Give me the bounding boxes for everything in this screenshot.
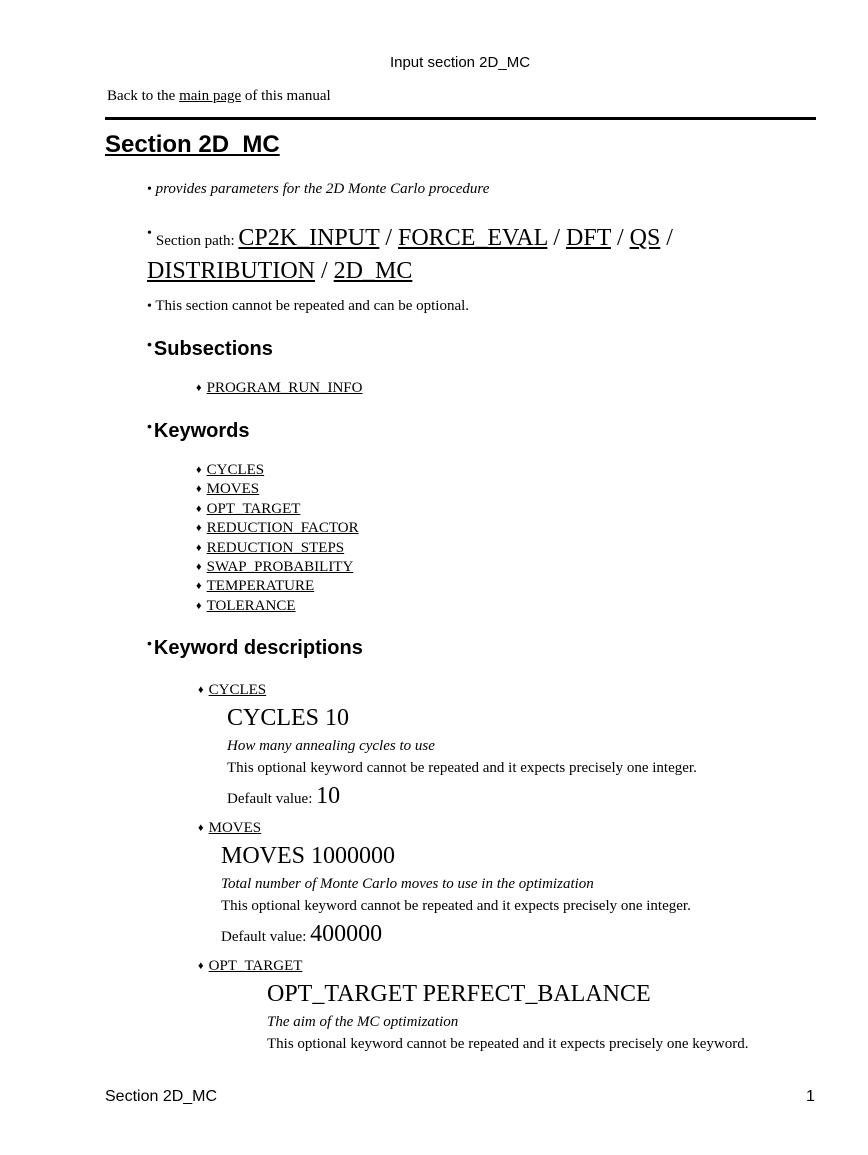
section-title: Section 2D_MC: [105, 131, 280, 158]
subsection-link[interactable]: PROGRAM_RUN_INFO: [206, 380, 363, 396]
list-item: [196, 539, 359, 558]
path-separator: /: [610, 225, 630, 251]
diamond-icon: ♦: [196, 502, 202, 515]
back-suffix: of this manual: [241, 88, 331, 104]
section-path-label: Section path:: [155, 233, 239, 249]
subsections-list: [196, 379, 362, 398]
list-item: [196, 500, 359, 519]
keyword-link[interactable]: OPT_TARGET: [206, 500, 301, 517]
list-item: [196, 597, 359, 616]
keyword-descriptions-heading: Keyword descriptions: [153, 637, 363, 659]
path-link[interactable]: FORCE_EVAL: [398, 225, 548, 251]
diamond-icon: ♦: [196, 522, 202, 535]
path-link[interactable]: DISTRIBUTION: [147, 258, 315, 284]
section-description-item: [147, 181, 489, 198]
page-header: Input section 2D_MC: [389, 54, 531, 71]
keyword-link[interactable]: SWAP_PROBABILITY: [206, 558, 354, 575]
list-item: [196, 519, 359, 538]
subsections-heading-item: [147, 336, 273, 361]
keyword-note: This optional keyword cannot be repeated and it expects precisely one integer.: [227, 760, 697, 776]
bullet-icon: •: [147, 226, 152, 241]
keyword-desc-moves: [221, 843, 691, 948]
diamond-icon: ♦: [196, 483, 202, 496]
repeat-note-item: [147, 298, 469, 315]
back-to-main-line: [107, 88, 331, 105]
repeat-note: This section cannot be repeated and can be optional.: [155, 298, 470, 314]
diamond-icon: ♦: [198, 684, 204, 696]
keyword-link[interactable]: REDUCTION_STEPS: [206, 539, 345, 556]
keyword-desc-link[interactable]: MOVES: [208, 820, 262, 836]
diamond-icon: ♦: [198, 822, 204, 834]
keyword-usage: OPT_TARGET PERFECT_BALANCE: [267, 981, 651, 1007]
keyword-summary: The aim of the MC optimization: [267, 1014, 459, 1030]
subsections-heading: Subsections: [153, 338, 273, 360]
back-prefix: Back to the: [107, 88, 180, 104]
section-description: provides parameters for the 2D Monte Carlo procedure: [155, 181, 490, 197]
bullet-icon: •: [147, 635, 152, 651]
path-separator: /: [379, 225, 398, 251]
path-link[interactable]: CP2K_INPUT: [238, 225, 380, 251]
list-item: [196, 558, 359, 577]
keyword-link[interactable]: CYCLES: [206, 462, 265, 478]
default-value: 10: [316, 783, 341, 809]
diamond-icon: ♦: [196, 560, 202, 573]
keyword-desc-opt-target-link-item: [198, 958, 302, 975]
keywords-heading-item: [147, 418, 250, 443]
diamond-icon: ♦: [196, 599, 202, 612]
section-path-item: [147, 219, 727, 289]
list-item: [196, 379, 362, 398]
keyword-note: This optional keyword cannot be repeated and it expects precisely one keyword.: [267, 1036, 749, 1052]
keyword-desc-moves-link-item: [198, 820, 261, 837]
list-item: [196, 461, 359, 480]
bullet-icon: •: [147, 182, 152, 197]
default-value: 400000: [310, 921, 383, 947]
default-label: Default value:: [227, 791, 317, 807]
footer-section-name: Section 2D_MC: [105, 1088, 218, 1105]
keyword-default: [227, 783, 697, 810]
top-divider: [105, 117, 816, 120]
keywords-list: [196, 461, 359, 616]
keyword-link[interactable]: TOLERANCE: [206, 597, 296, 614]
path-link[interactable]: QS: [629, 225, 661, 251]
footer-page-number: 1: [806, 1088, 815, 1105]
path-link[interactable]: 2D_MC: [333, 258, 413, 284]
path-link[interactable]: DFT: [566, 225, 611, 251]
keyword-desc-cycles-link-item: [198, 682, 266, 699]
path-separator: /: [315, 258, 334, 284]
keyword-summary: Total number of Monte Carlo moves to use in the optimization: [221, 876, 594, 892]
diamond-icon: ♦: [196, 382, 202, 394]
bullet-icon: •: [147, 336, 152, 352]
keywords-heading: Keywords: [153, 420, 250, 442]
diamond-icon: ♦: [196, 464, 202, 476]
list-item: [196, 577, 359, 596]
keyword-desc-cycles: [227, 705, 697, 810]
diamond-icon: ♦: [196, 580, 202, 593]
keyword-default: [221, 921, 691, 948]
diamond-icon: ♦: [198, 960, 204, 972]
list-item: [196, 480, 359, 499]
keyword-desc-link[interactable]: CYCLES: [208, 682, 267, 698]
keyword-link[interactable]: MOVES: [206, 481, 260, 498]
bullet-icon: •: [147, 299, 152, 314]
keyword-usage: CYCLES 10: [227, 705, 350, 731]
path-separator: /: [660, 225, 673, 251]
default-label: Default value:: [221, 929, 311, 945]
diamond-icon: ♦: [196, 541, 202, 554]
main-page-link[interactable]: main page: [179, 88, 242, 104]
keyword-desc-link[interactable]: OPT_TARGET: [208, 958, 303, 974]
keyword-link[interactable]: REDUCTION_FACTOR: [206, 520, 359, 537]
keyword-summary: How many annealing cycles to use: [227, 738, 435, 754]
keyword-note: This optional keyword cannot be repeated and it expects precisely one integer.: [221, 898, 691, 914]
keyword-descriptions-heading-item: [147, 635, 363, 660]
keyword-usage: MOVES 1000000: [221, 843, 396, 869]
bullet-icon: •: [147, 418, 152, 434]
path-separator: /: [547, 225, 567, 251]
keyword-desc-opt-target: [267, 981, 749, 1053]
keyword-link[interactable]: TEMPERATURE: [206, 578, 315, 595]
